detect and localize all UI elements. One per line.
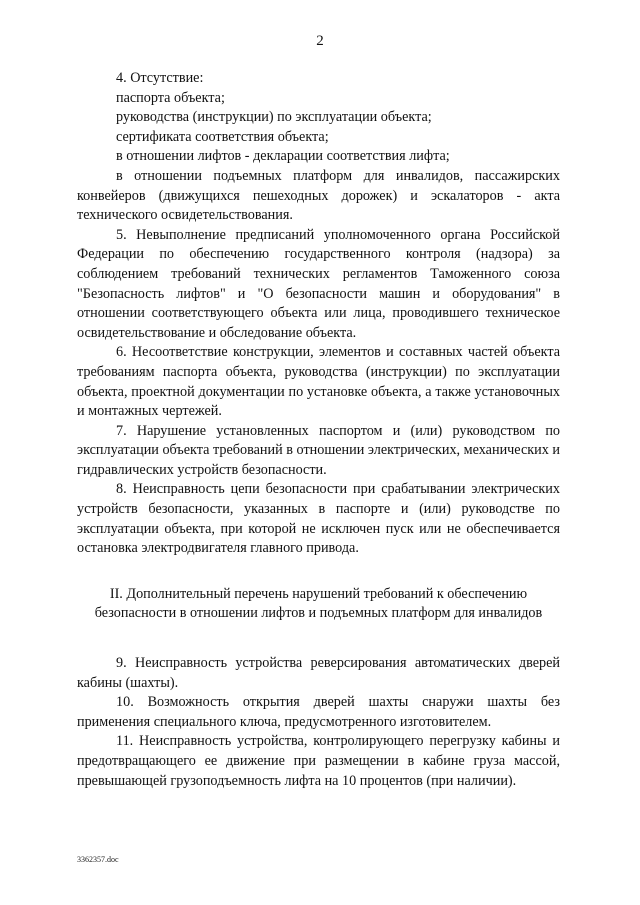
section-2-heading-line-1: II. Дополнительный перечень нарушений требований к обеспечению xyxy=(109,585,528,602)
item-5-paragraph: 5. Невыполнение предписаний уполномоченного органа Российской Федерации по обеспечению государственного контроля (надзора) за соблюдением требований технических регламентов Таможенного союза "Безопасность лифтов" и "О безопасности машин и оборудования" в отношении соответствующего объекта или лица, проводившего техническое освидетельствование и обследование объекта. xyxy=(77,226,560,341)
item-4-last-paragraph: в отношении подъемных платформ для инвалидов, пассажирских конвейеров (движущихся пешеходных дорожек) и эскалаторов - акта технического освидетельствования. xyxy=(77,167,560,224)
section-2-heading-line-2: безопасности в отношении лифтов и подъемных платформ для инвалидов xyxy=(94,605,543,622)
footer-file-code: 3362357.doc xyxy=(77,855,119,864)
item-6-paragraph: 6. Несоответствие конструкции, элементов и составных частей объекта требованиям паспорта объекта, руководства (инструкции) по эксплуатации объекта, проектной документации по установке объекта, а также установочных и монтажных чертежей. xyxy=(77,344,560,420)
item-4-line-passport: паспорта объекта; xyxy=(116,89,225,106)
section-2-heading xyxy=(77,585,560,624)
item-11-paragraph: 11. Неисправность устройства, контролирующего перегрузку кабины и предотвращающего ее движение при размещении в кабине груза массой, превышающей грузоподъемность лифта на 10 процентов (при наличии). xyxy=(77,733,560,789)
item-10-paragraph: 10. Возможность открытия дверей шахты снаружи шахты без применения специального ключа, предусмотренного изготовителем. xyxy=(77,694,560,730)
item-9-paragraph: 9. Неисправность устройства реверсирования автоматических дверей кабины (шахты). xyxy=(77,655,560,691)
item-7-paragraph: 7. Нарушение установленных паспортом и (или) руководством по эксплуатации объекта требований в отношении электрических, механических и гидравлических устройств безопасности. xyxy=(77,422,560,478)
item-4-line-manual: руководства (инструкции) по эксплуатации объекта; xyxy=(116,109,432,126)
item-4-line-declaration: в отношении лифтов - декларации соответствия лифта; xyxy=(116,148,450,165)
item-4-title: 4. Отсутствие: xyxy=(116,70,204,86)
item-4-line-certificate: сертификата соответствия объекта; xyxy=(116,128,329,145)
document-body xyxy=(77,69,560,791)
page-number: 2 xyxy=(316,33,324,49)
item-8-paragraph: 8. Неисправность цепи безопасности при срабатывании электрических устройств безопасности, указанных в паспорте и (или) руководстве по эксплуатации объекта, при которой не исключен пуск или не обеспечивается остановка электродвигателя главного привода. xyxy=(77,481,560,557)
